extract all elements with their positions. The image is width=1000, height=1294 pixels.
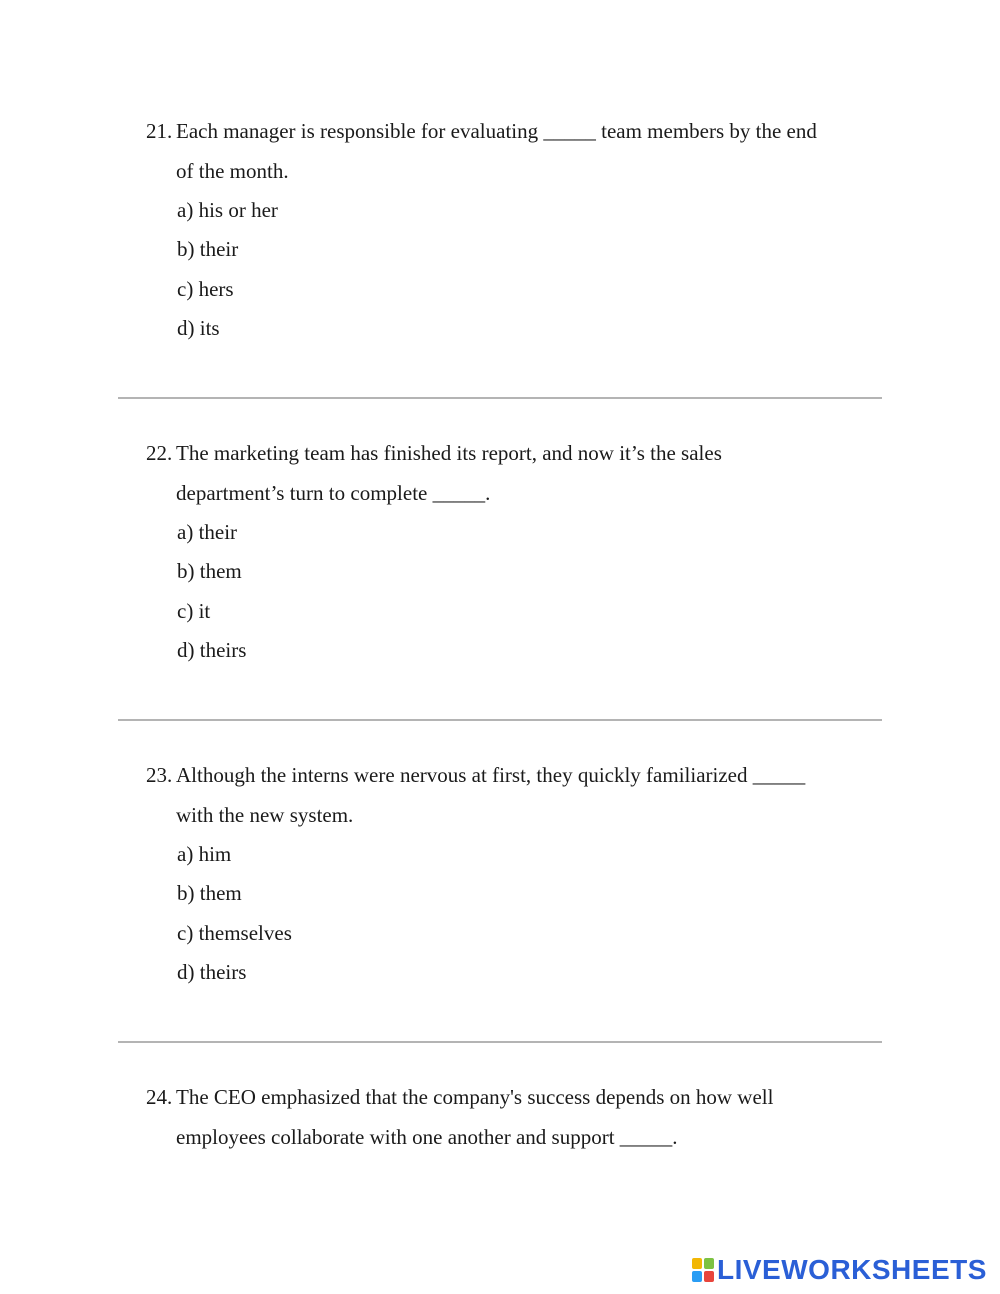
question-number: 22. bbox=[146, 441, 173, 465]
question-text-line-2: employees collaborate with one another and support _____. bbox=[176, 1125, 678, 1149]
liveworksheets-logo bbox=[692, 1256, 987, 1284]
logo-badge-square bbox=[692, 1258, 702, 1269]
logo-badge-square bbox=[704, 1271, 714, 1282]
divider bbox=[118, 397, 882, 399]
question-text-line-2: of the month. bbox=[176, 159, 289, 183]
option-a[interactable]: a) his or her bbox=[177, 198, 278, 222]
question-text-line-1: Each manager is responsible for evaluating _____ team members by the end bbox=[176, 119, 817, 143]
logo-badge-icon bbox=[692, 1258, 714, 1282]
question-number: 24. bbox=[146, 1085, 173, 1109]
logo-badge-square bbox=[692, 1271, 702, 1282]
question-text-line-1: The CEO emphasized that the company's success depends on how well bbox=[176, 1085, 774, 1109]
option-c[interactable]: c) it bbox=[177, 599, 211, 623]
option-a[interactable]: a) him bbox=[177, 842, 232, 866]
option-d[interactable]: d) theirs bbox=[177, 638, 247, 662]
option-c[interactable]: c) themselves bbox=[177, 921, 292, 945]
option-a[interactable]: a) their bbox=[177, 520, 238, 544]
option-b[interactable]: b) them bbox=[177, 881, 242, 905]
option-d[interactable]: d) theirs bbox=[177, 960, 247, 984]
logo-badge-square bbox=[704, 1258, 714, 1269]
question-number: 21. bbox=[146, 119, 173, 143]
logo-text: LIVEWORKSHEETS bbox=[717, 1254, 987, 1285]
option-b[interactable]: b) them bbox=[177, 559, 242, 583]
divider bbox=[118, 1041, 882, 1043]
option-c[interactable]: c) hers bbox=[177, 277, 234, 301]
option-b[interactable]: b) their bbox=[177, 237, 239, 261]
question-text-line-1: Although the interns were nervous at first, they quickly familiarized _____ bbox=[176, 763, 806, 787]
question-text-line-2: with the new system. bbox=[176, 803, 354, 827]
question-number: 23. bbox=[146, 763, 173, 787]
option-d[interactable]: d) its bbox=[177, 316, 220, 340]
divider bbox=[118, 719, 882, 721]
question-text-line-2: department’s turn to complete _____. bbox=[176, 481, 491, 505]
question-text-line-1: The marketing team has finished its report, and now it’s the sales bbox=[176, 441, 722, 465]
